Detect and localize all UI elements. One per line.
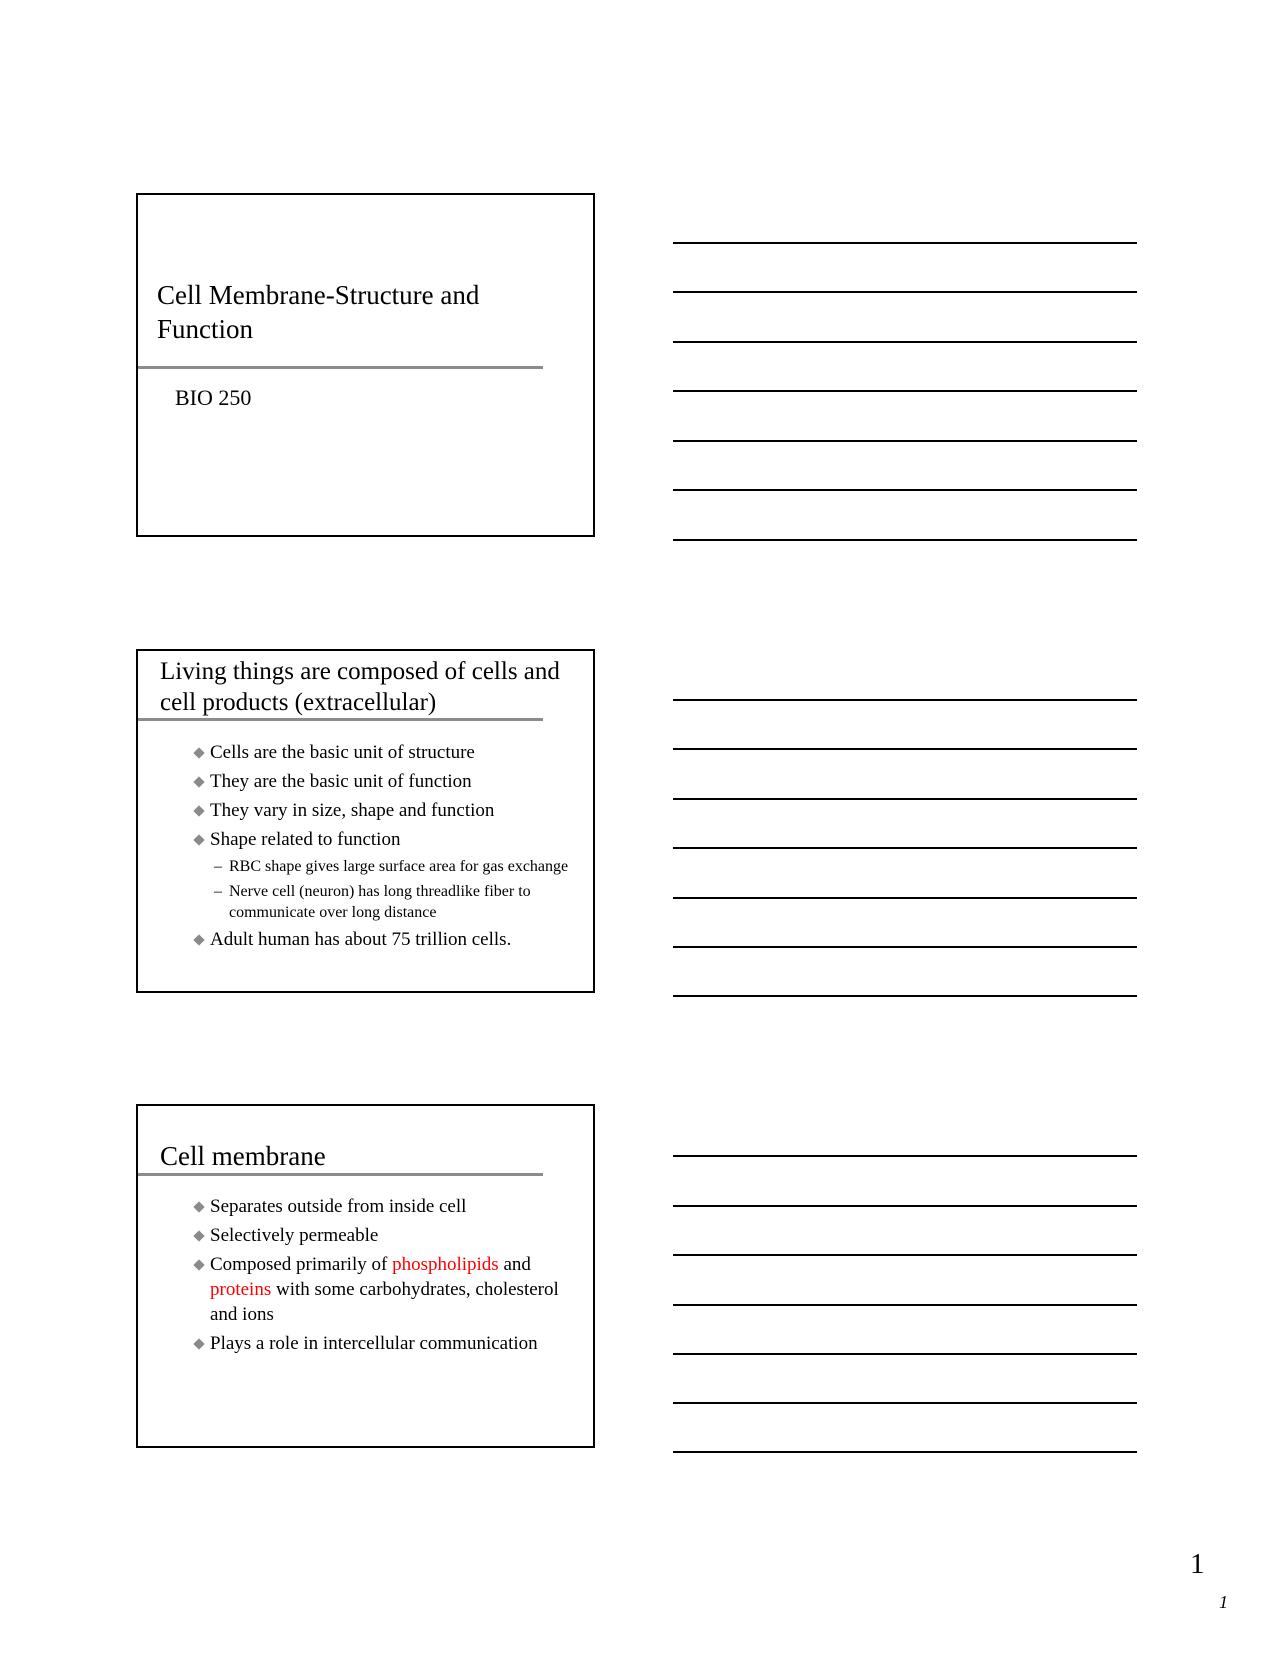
bullet-item: Separates outside from inside cell <box>194 1194 584 1219</box>
slide-2-title: Living things are composed of cells and cell products (extracellular) <box>160 658 560 716</box>
note-line <box>673 897 1137 899</box>
note-line <box>673 1304 1137 1306</box>
note-line <box>673 1353 1137 1355</box>
page-number: 1 <box>1190 1548 1205 1580</box>
note-line <box>673 798 1137 800</box>
diamond-bullet-icon <box>193 934 204 945</box>
page-number-small: 1 <box>1219 1592 1228 1612</box>
bullet-item: They vary in size, shape and function <box>194 798 584 823</box>
note-line <box>673 995 1137 997</box>
note-line <box>673 341 1137 343</box>
slide-1-title: Cell Membrane-Structure and Function <box>157 280 480 344</box>
note-line <box>673 1451 1137 1453</box>
bullet-item: Composed primarily of phospholipids and proteins with some carbohydrates, cholesterol and ions <box>194 1252 584 1327</box>
diamond-bullet-icon <box>193 776 204 787</box>
note-line <box>673 946 1137 948</box>
slide-3-title: Cell membrane <box>160 1141 326 1171</box>
note-line <box>673 291 1137 293</box>
note-line <box>673 440 1137 442</box>
diamond-bullet-icon <box>193 1230 204 1241</box>
diamond-bullet-icon <box>193 805 204 816</box>
dash-bullet-icon: – <box>214 883 222 900</box>
title-divider <box>138 718 543 721</box>
note-line <box>673 539 1137 541</box>
note-line <box>673 390 1137 392</box>
diamond-bullet-icon <box>193 1338 204 1349</box>
bullet-item: Plays a role in intercellular communication <box>194 1331 584 1356</box>
bullet-item: Adult human has about 75 trillion cells. <box>194 927 584 952</box>
diamond-bullet-icon <box>193 1201 204 1212</box>
slide-1-subtitle: BIO 250 <box>175 385 252 410</box>
note-line <box>673 1155 1137 1157</box>
note-line <box>673 847 1137 849</box>
diamond-bullet-icon <box>193 747 204 758</box>
diamond-bullet-icon <box>193 1259 204 1270</box>
bullet-item: They are the basic unit of function <box>194 769 584 794</box>
bullet-list <box>194 1194 584 1360</box>
slide-3 <box>136 1104 595 1448</box>
highlight-proteins: proteins <box>210 1279 272 1300</box>
note-line <box>673 242 1137 244</box>
bullet-item: Selectively permeable <box>194 1223 584 1248</box>
highlight-phospholipids: phospholipids <box>392 1254 499 1275</box>
slide-1 <box>136 193 595 537</box>
note-line <box>673 1254 1137 1256</box>
title-divider <box>138 1173 543 1176</box>
bullet-item: Shape related to function <box>194 827 584 852</box>
note-line <box>673 1402 1137 1404</box>
note-line <box>673 1205 1137 1207</box>
sub-bullet-item: – Nerve cell (neuron) has long threadlike fiber to communicate over long distance <box>214 883 531 921</box>
note-line <box>673 489 1137 491</box>
bullet-item: Cells are the basic unit of structure <box>194 740 584 765</box>
title-divider <box>138 366 543 369</box>
note-line <box>673 748 1137 750</box>
slide-2 <box>136 649 595 993</box>
bullet-list <box>194 740 584 956</box>
dash-bullet-icon: – <box>214 858 222 875</box>
diamond-bullet-icon <box>193 834 204 845</box>
note-line <box>673 699 1137 701</box>
sub-bullet-item: – RBC shape gives large surface area for gas exchange <box>214 858 569 875</box>
